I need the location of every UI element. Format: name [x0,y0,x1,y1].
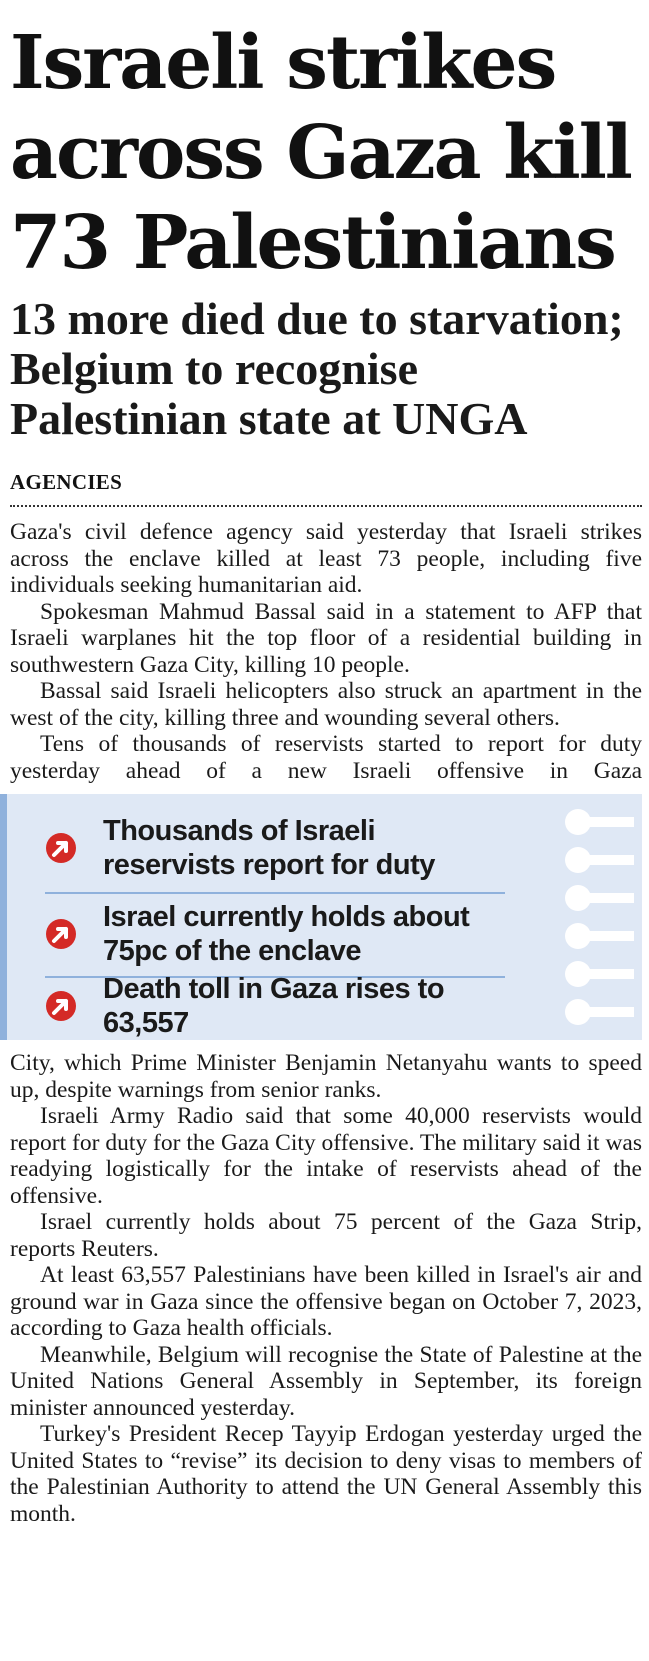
headline: Israeli strikes across Gaza kill 73 Palestinians [10,20,631,286]
paragraph: City, which Prime Minister Benjamin Netanyahu wants to speed up, despite warnings from senior ranks. [10,1050,642,1103]
subheadline: 13 more died due to starvation; Belgium to recognise Palestinian state at UNGA [10,293,624,444]
highlight-item [45,892,505,974]
red-circle-arrow-icon [45,832,77,864]
byline: AGENCIES [10,470,642,507]
paragraph: Tens of thousands of reservists started to report for duty yesterday ahead of a new Israeli offensive in Gaza [10,731,642,784]
paragraph: Spokesman Mahmud Bassal said in a statement to AFP that Israeli warplanes hit the top floor of a residential building in southwestern Gaza City, killing 10 people. [10,598,642,678]
article [10,0,642,1527]
paragraph: Meanwhile, Belgium will recognise the State of Palestine at the United Nations General Assembly in September, its foreign minister announced yesterday. [10,1341,642,1421]
highlight-text: Death toll in Gaza rises to 63,557 [103,973,445,1039]
paragraph: At least 63,557 Palestinians have been killed in Israel's air and ground war in Gaza since the offensive began on October 7, 2023, according to Gaza health officials. [10,1262,642,1341]
red-circle-arrow-icon [45,918,77,950]
highlight-item [45,810,505,886]
pin-connector-icon [564,808,634,1028]
article-body-top [10,519,642,784]
highlight-text: Thousands of Israeli reservists report for duty [103,815,435,881]
paragraph: Israeli Army Radio said that some 40,000 reservists would report for duty for the Gaza City offensive. The military said it was readying logistically for the intake of reservists ahead of the offensive. [10,1103,642,1209]
red-circle-arrow-icon [45,990,77,1022]
highlight-text: Israel currently holds about 75pc of the enclave [103,901,470,967]
highlights-box [0,794,642,1040]
highlight-item [45,973,505,1039]
paragraph: Gaza's civil defence agency said yesterday that Israeli strikes across the enclave killed at least 73 people, including five individuals seeking humanitarian aid. [10,519,642,598]
paragraph: Bassal said Israeli helicopters also struck an apartment in the west of the city, killing three and wounding several others. [10,678,642,731]
paragraph: Israel currently holds about 75 percent of the Gaza Strip, reports Reuters. [10,1209,642,1262]
paragraph: Turkey's President Recep Tayyip Erdogan yesterday urged the United States to “revise” its decision to deny visas to members of the Palestinian Authority to attend the UN General Assembly this month. [10,1421,642,1527]
article-body-bottom [10,1050,642,1527]
